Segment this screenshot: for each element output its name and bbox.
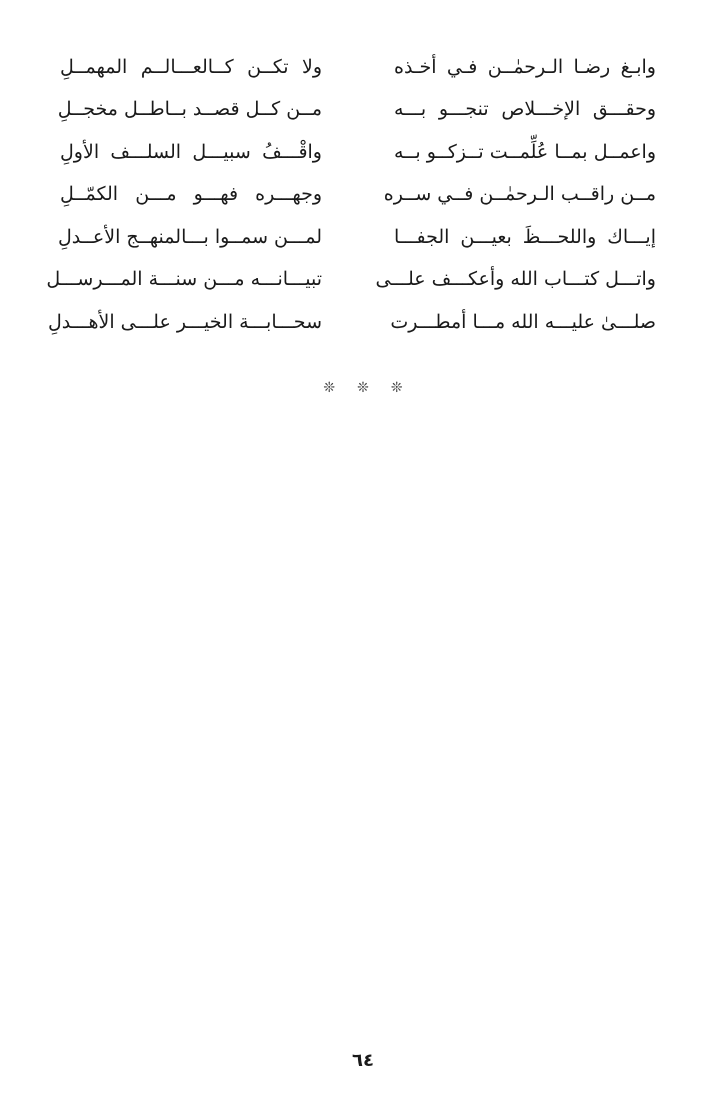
verse-first-hemistich: مــن راقــب الـرحمٰــن فــي ســره xyxy=(383,183,656,206)
verse-line xyxy=(48,301,656,344)
section-separator xyxy=(0,381,726,395)
asterism-icon: ❊ xyxy=(357,380,369,396)
asterism-icon: ❊ xyxy=(390,380,403,396)
verse-second-hemistich: واقْـــفُ سبيـــل السلـــف الأولِ xyxy=(60,140,322,163)
verse-second-hemistich: تبيـــانـــه مـــن سنـــة المـــرســـل xyxy=(46,268,322,291)
verse-line xyxy=(60,216,656,259)
asterism-icon: ❊ xyxy=(323,380,336,396)
verse-second-hemistich: ولا تكــن كــالعـــالــم المهمــلِ xyxy=(60,55,322,78)
verse-first-hemistich: وابـغ رضـا الـرحمٰــن فـي أخـذه xyxy=(394,55,656,78)
verse-line xyxy=(60,174,656,217)
verse-line xyxy=(60,46,656,89)
page-number: ٦٤ xyxy=(352,1050,374,1071)
verse-first-hemistich: وحقـــق الإخـــلاص تنجـــو بـــه xyxy=(394,98,656,121)
verse-line xyxy=(57,89,656,132)
verse-line xyxy=(46,259,656,302)
verse-second-hemistich: وجهـــره فهـــو مـــن الكمّــلِ xyxy=(60,183,322,206)
verse-first-hemistich: واعمــل بمــا عُلِّمــت تــزكــو بــه xyxy=(394,140,656,163)
verse-first-hemistich: إيـــاك واللحـــظَ بعيـــن الجفـــا xyxy=(394,225,656,248)
verse-first-hemistich: واتـــل كتـــاب الله وأعكـــف علـــى xyxy=(375,268,656,291)
poem xyxy=(46,46,656,344)
verse-first-hemistich: صلـــىٰ عليـــه الله مـــا أمطـــرت xyxy=(390,310,656,333)
verse-second-hemistich: سحـــابـــة الخيـــر علـــى الأهـــدلِ xyxy=(48,310,322,333)
verse-line xyxy=(60,131,656,174)
verse-second-hemistich: مــن كــل قصــد بــاطــل مخجــلِ xyxy=(57,98,322,121)
verse-second-hemistich: لمـــن سمــوا بـــالمنهــج الأعــدلِ xyxy=(58,225,322,248)
